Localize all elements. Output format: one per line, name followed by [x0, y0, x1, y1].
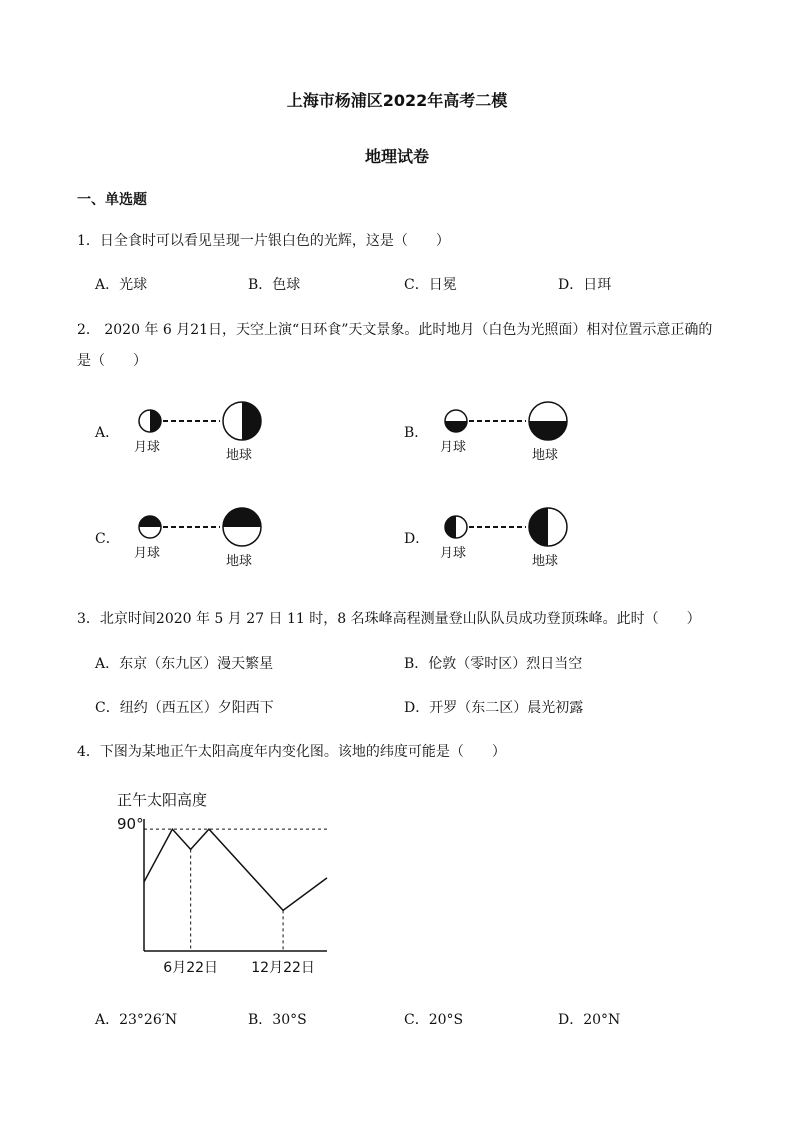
q4-option-b[interactable]: B．30°S [248, 1012, 307, 1028]
q2-option-d-diagram [436, 502, 581, 572]
q1-option-d[interactable]: D．日珥 [558, 277, 612, 293]
y-tick-label: 90° [117, 815, 144, 833]
moon-label: 月球 [134, 440, 161, 455]
page-title: 上海市杨浦区2022年高考二模 [286, 91, 508, 110]
question-2-stem-line1: 2． 2020 年 6 月21日，天空上演“日环食”天文景象。此时地月（白色为光照面）相对位置示意正确的 [77, 322, 713, 338]
page-subtitle: 地理试卷 [364, 147, 429, 166]
x-tick-label-dec22: 12月22日 [251, 960, 315, 976]
q1-option-b[interactable]: B．色球 [248, 277, 301, 293]
moon-symbol [445, 410, 467, 432]
earth-label: 地球 [226, 554, 253, 569]
q4-option-c[interactable]: C．20°S [404, 1012, 464, 1028]
q2-option-c-diagram [130, 502, 275, 572]
question-2-stem-line2: 是（ ） [77, 353, 147, 369]
q3-option-d[interactable]: D．开罗（东二区）晨光初露 [404, 700, 584, 716]
moon-symbol [445, 516, 467, 538]
earth-symbol [529, 402, 567, 440]
question-3-stem: 3．北京时间2020 年 5 月 27 日 11 时，8 名珠峰高程测量登山队队员成功登顶珠峰。此时（ ） [77, 611, 701, 627]
q1-option-a[interactable]: A．光球 [95, 277, 148, 293]
moon-label: 月球 [134, 546, 161, 561]
q2-option-b-diagram [436, 396, 581, 466]
chart-title: 正午太阳高度 [117, 791, 208, 809]
question-1-stem: 1．日全食时可以看见呈现一片银白色的光辉，这是（ ） [77, 233, 450, 249]
moon-label: 月球 [440, 440, 467, 455]
earth-label: 地球 [532, 448, 559, 463]
earth-label: 地球 [226, 448, 253, 463]
q4-option-d[interactable]: D．20°N [558, 1012, 621, 1028]
q3-option-b[interactable]: B．伦敦（零时区）烈日当空 [404, 656, 583, 672]
section-heading: 一、单选题 [77, 192, 147, 208]
q2-option-d-letter[interactable]: D． [404, 531, 430, 547]
earth-symbol [529, 508, 567, 546]
q4-option-a[interactable]: A．23°26′N [95, 1012, 178, 1028]
q1-option-c[interactable]: C．日冕 [404, 277, 457, 293]
earth-label: 地球 [532, 554, 559, 569]
q3-option-c[interactable]: C．纽约（西五区）夕阳西下 [95, 700, 274, 716]
q2-option-a-diagram [130, 396, 275, 466]
q2-option-b-letter[interactable]: B． [404, 425, 429, 441]
moon-symbol [139, 516, 161, 538]
moon-label: 月球 [440, 546, 467, 561]
q3-option-a[interactable]: A．东京（东九区）漫天繁星 [95, 656, 274, 672]
q2-option-c-letter[interactable]: C． [95, 531, 120, 547]
moon-symbol [139, 410, 161, 432]
earth-symbol [223, 508, 261, 546]
q2-option-a-letter[interactable]: A． [95, 425, 120, 441]
question-4-stem: 4．下图为某地正午太阳高度年内变化图。该地的纬度可能是（ ） [77, 744, 506, 760]
solar-altitude-chart [105, 785, 345, 980]
x-tick-label-jun22: 6月22日 [163, 960, 219, 976]
series-line [144, 829, 327, 910]
earth-symbol [223, 402, 261, 440]
